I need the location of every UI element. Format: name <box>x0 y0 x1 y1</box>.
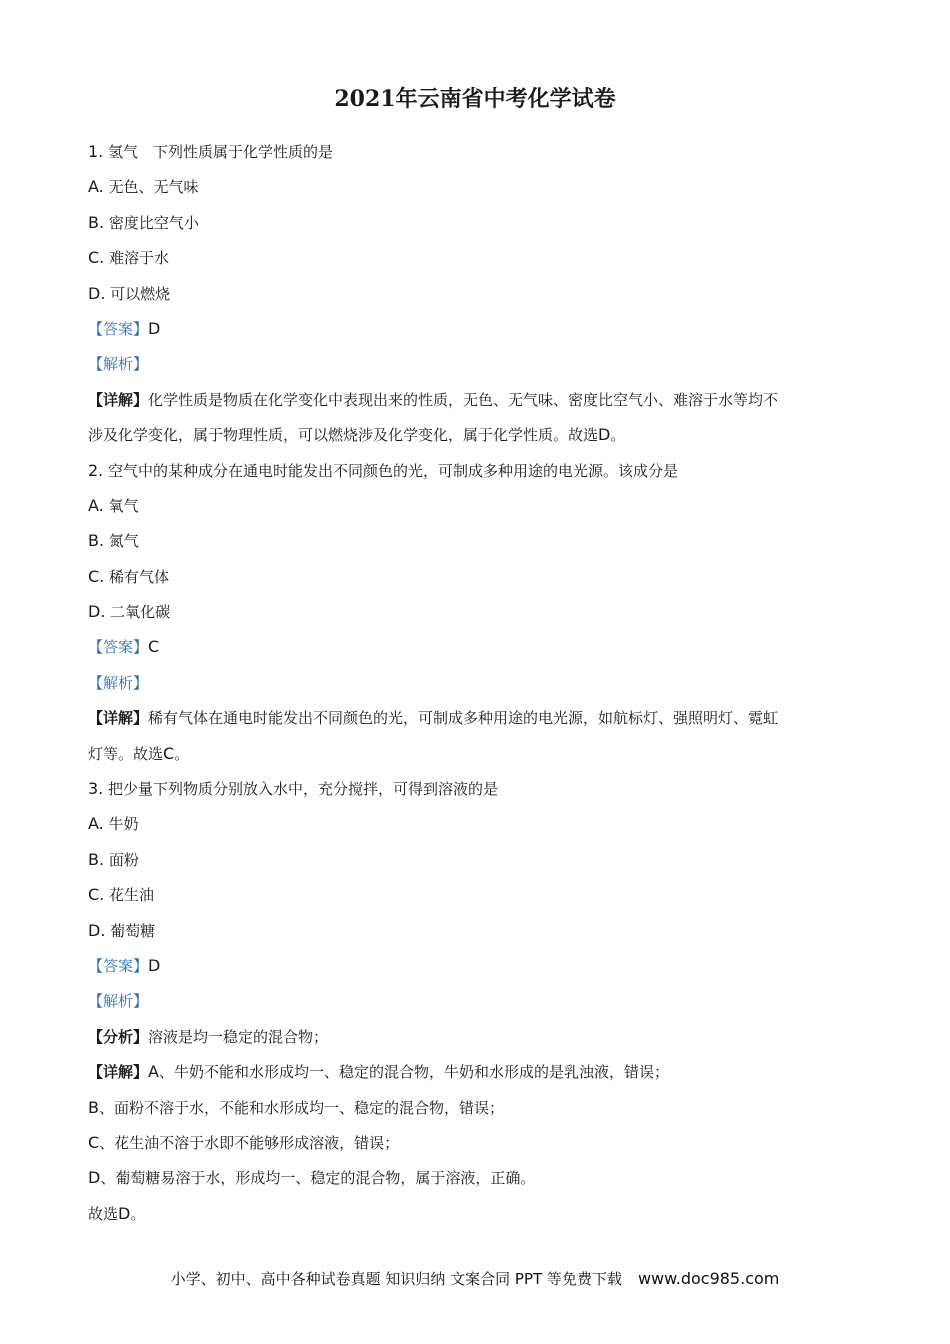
option-letter: D. <box>88 602 106 622</box>
detail-text: 化学性质是物质在化学变化中表现出来的性质，无色、无气味、密度比空气小、难溶于水等均不 <box>148 390 779 409</box>
option-letter: A. <box>88 495 104 515</box>
option-letter: D. <box>88 283 106 303</box>
answer-label: 【答案】 <box>88 319 149 338</box>
detail-letter: D <box>598 425 611 445</box>
option-text: 面粉 <box>104 850 139 869</box>
option-c <box>88 244 868 279</box>
option-c <box>88 563 868 598</box>
option-text: 葡萄糖 <box>105 921 156 940</box>
option-letter: A. <box>88 814 104 834</box>
option-text: 难溶于水 <box>104 249 170 268</box>
detail-letter: B <box>88 1097 99 1117</box>
option-letter: C. <box>88 566 105 586</box>
option-d <box>88 280 868 315</box>
question-2-stem <box>88 457 868 492</box>
option-text: 密度比空气小 <box>104 213 199 232</box>
detail-text: 灯等。故选 <box>88 744 164 763</box>
question-text: 把少量下列物质分别放入水中，充分搅拌，可得到溶液的是 <box>103 780 499 799</box>
document-body <box>88 138 868 1235</box>
option-letter: B. <box>88 531 105 551</box>
detail-label: 【详解】 <box>88 1063 149 1082</box>
option-d <box>88 917 868 952</box>
detail-line <box>88 704 868 739</box>
question-text: 空气中的某种成分在通电时能发出不同颜色的光，可制成多种用途的电光源。该成分是 <box>103 461 679 480</box>
detail-label: 【详解】 <box>88 390 149 409</box>
question-number: 3. <box>88 779 104 799</box>
detail-label: 【详解】 <box>88 709 149 728</box>
option-text: 二氧化碳 <box>105 603 171 622</box>
detail-text: 、牛奶不能和水形成均一、稳定的混合物，牛奶和水形成的是乳浊液，错误； <box>158 1063 669 1082</box>
option-c <box>88 881 868 916</box>
option-letter: D. <box>88 920 106 940</box>
option-text: 氧气 <box>103 496 139 515</box>
conclusion-text: 故选 <box>88 1204 119 1223</box>
page-title: 2021年云南省中考化学试卷 <box>334 86 616 112</box>
answer-label: 【答案】 <box>88 956 149 975</box>
note-line <box>88 1023 868 1058</box>
detail-line <box>88 1129 868 1164</box>
option-letter: B. <box>88 212 105 232</box>
option-a <box>88 492 868 527</box>
question-3-stem <box>88 775 868 810</box>
option-letter: C. <box>88 248 105 268</box>
analysis-line <box>88 987 868 1022</box>
detail-line <box>88 386 868 421</box>
option-b <box>88 846 868 881</box>
note-text: 溶液是均一稳定的混合物； <box>148 1027 329 1046</box>
answer-value: D <box>148 318 161 338</box>
option-text: 无色、无气味 <box>103 178 199 197</box>
footer-text: 小学、初中、高中各种试卷真题 知识归纳 文案合同 PPT 等免费下载 <box>170 1270 622 1288</box>
question-1-stem <box>88 138 868 173</box>
option-letter: B. <box>88 849 105 869</box>
conclusion-punct: 。 <box>130 1204 146 1223</box>
analysis-label: 【解析】 <box>88 673 149 692</box>
option-text: 氮气 <box>104 532 139 551</box>
option-text: 花生油 <box>104 886 155 905</box>
detail-line <box>88 421 868 456</box>
answer-label: 【答案】 <box>88 638 149 657</box>
page-footer <box>0 1268 950 1289</box>
detail-line <box>88 1094 868 1129</box>
answer-line <box>88 633 868 668</box>
question-number: 1. <box>88 142 104 161</box>
detail-text: 、葡萄糖易溶于水，形成均一、稳定的混合物，属于溶液，正确。 <box>100 1169 536 1188</box>
answer-value: D <box>148 955 161 975</box>
note-label: 【分析】 <box>88 1027 149 1046</box>
option-text: 稀有气体 <box>104 567 170 586</box>
option-text: 牛奶 <box>103 815 139 834</box>
answer-line <box>88 952 868 987</box>
detail-line <box>88 740 868 775</box>
footer-url-link[interactable]: www.doc985.com <box>637 1269 780 1288</box>
answer-line <box>88 315 868 350</box>
option-text: 可以燃烧 <box>105 284 171 303</box>
detail-punct: 。 <box>174 744 190 763</box>
detail-text: 涉及化学变化，属于物理性质，可以燃烧涉及化学变化，属于化学性质。故选 <box>88 426 599 445</box>
conclusion-line <box>88 1200 868 1235</box>
option-a <box>88 173 868 208</box>
analysis-line <box>88 350 868 385</box>
detail-text: 、花生油不溶于水即不能够形成溶液，错误； <box>99 1133 400 1152</box>
question-text: 氢气 下列性质属于化学性质的是 <box>103 143 334 161</box>
option-b <box>88 527 868 562</box>
detail-letter: C <box>163 743 175 763</box>
analysis-label: 【解析】 <box>88 992 149 1011</box>
question-number: 2. <box>88 460 104 480</box>
detail-line <box>88 1058 868 1093</box>
detail-text: 稀有气体在通电时能发出不同颜色的光，可制成多种用途的电光源，如航标灯、强照明灯、霓虹 <box>148 709 779 728</box>
option-a <box>88 810 868 845</box>
option-b <box>88 209 868 244</box>
detail-text: 、面粉不溶于水，不能和水形成均一、稳定的混合物，错误； <box>98 1098 504 1117</box>
detail-letter: C <box>88 1132 100 1152</box>
detail-punct: 。 <box>610 426 626 445</box>
conclusion-letter: D <box>118 1203 131 1223</box>
option-letter: C. <box>88 885 105 905</box>
option-d <box>88 598 868 633</box>
answer-value: C <box>148 637 160 657</box>
analysis-line <box>88 669 868 704</box>
analysis-label: 【解析】 <box>88 355 149 374</box>
detail-letter: A <box>148 1062 159 1082</box>
detail-line <box>88 1164 868 1199</box>
option-letter: A. <box>88 177 104 197</box>
detail-letter: D <box>88 1168 101 1188</box>
